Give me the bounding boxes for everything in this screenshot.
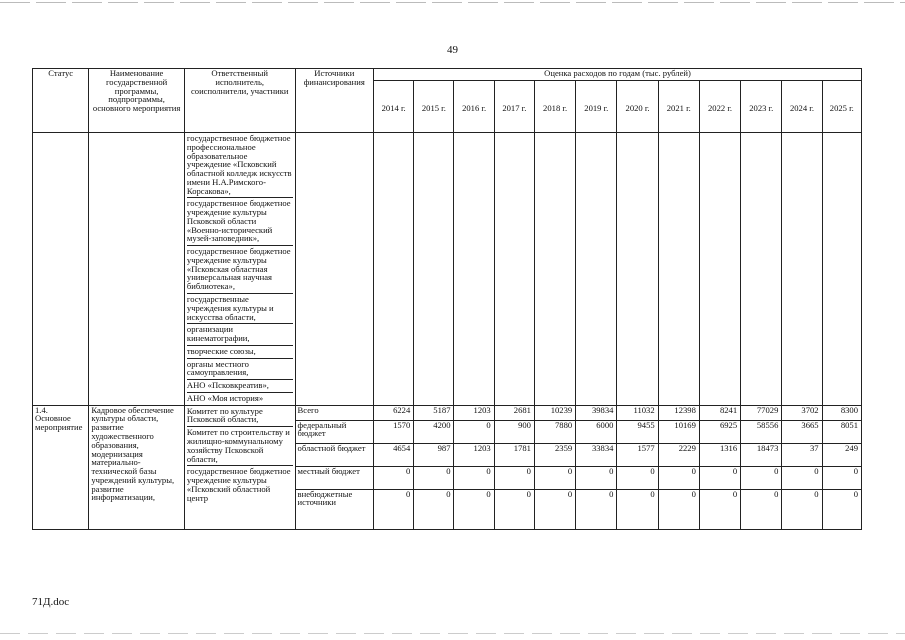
responsible-item: Комитет по культуре Псковской области, xyxy=(187,406,293,428)
file-name: 71Д.doc xyxy=(32,596,70,608)
header-year: 2017 г. xyxy=(494,81,534,133)
expense-value: 0 xyxy=(699,466,740,489)
expense-value: 6000 xyxy=(576,420,617,443)
expense-value: 0 xyxy=(494,489,534,529)
expense-value: 7880 xyxy=(534,420,575,443)
expense-value: 8300 xyxy=(822,405,861,420)
scan-edge-top xyxy=(0,2,905,3)
header-year: 2023 г. xyxy=(741,81,782,133)
expense-value: 1577 xyxy=(617,443,658,466)
expense-value: 6224 xyxy=(374,405,414,420)
expense-value: 5187 xyxy=(414,405,454,420)
expense-value: 77029 xyxy=(741,405,782,420)
expense-value: 0 xyxy=(576,489,617,529)
expense-value: 0 xyxy=(374,489,414,529)
participant-item: органы местного самоуправления, xyxy=(187,359,293,381)
participant-item: государственное бюджетное учреждение культуры Псковской области «Военно-исторический музей-заповедник», xyxy=(187,198,293,246)
header-year: 2014 г. xyxy=(374,81,414,133)
expense-value: 0 xyxy=(822,489,861,529)
header-year: 2016 г. xyxy=(454,81,494,133)
expenses-table xyxy=(32,68,862,530)
expense-value: 1203 xyxy=(454,405,494,420)
header-responsible: Ответственный исполнитель, соисполнители, участники xyxy=(184,69,295,133)
participant-item: организации кинематографии, xyxy=(187,324,293,346)
funding-source: местный бюджет xyxy=(295,466,373,489)
page-number: 49 xyxy=(447,44,458,56)
expense-value: 0 xyxy=(414,489,454,529)
expense-value: 11032 xyxy=(617,405,658,420)
expense-value: 9455 xyxy=(617,420,658,443)
expense-value: 58556 xyxy=(741,420,782,443)
continuation-participants xyxy=(184,133,295,406)
expense-value: 0 xyxy=(741,489,782,529)
expense-value: 1781 xyxy=(494,443,534,466)
participant-item: творческие союзы, xyxy=(187,346,293,359)
expense-value: 2359 xyxy=(534,443,575,466)
funding-source: областной бюджет xyxy=(295,443,373,466)
expense-value: 2681 xyxy=(494,405,534,420)
expense-value: 4200 xyxy=(414,420,454,443)
expense-value: 39834 xyxy=(576,405,617,420)
header-sources: Источники финансирования xyxy=(295,69,373,133)
funding-source: федеральный бюджет xyxy=(295,420,373,443)
expense-value: 8241 xyxy=(699,405,740,420)
expense-value: 0 xyxy=(454,466,494,489)
header-year: 2021 г. xyxy=(658,81,699,133)
responsible-item: Комитет по строительству и жилищно-коммунальному хозяйству Псковской области, xyxy=(187,427,293,466)
expense-value: 0 xyxy=(534,489,575,529)
header-expenses: Оценка расходов по годам (тыс. рублей) xyxy=(374,69,862,81)
expense-value: 0 xyxy=(414,466,454,489)
measure-number: 1.4. xyxy=(35,405,48,415)
measure-type: Основное мероприятие xyxy=(35,413,83,433)
participant-item: АНО «Псковкреатив», xyxy=(187,380,293,393)
expense-value: 2229 xyxy=(658,443,699,466)
expense-value: 0 xyxy=(741,466,782,489)
participant-item: государственное бюджетное профессиональное образовательное учреждение «Псковский областной колледж искусств имени Н.А.Римского-Корсакова», xyxy=(187,133,293,198)
expense-value: 10169 xyxy=(658,420,699,443)
expense-value: 0 xyxy=(658,489,699,529)
measure-status xyxy=(33,405,89,529)
expense-value: 1203 xyxy=(454,443,494,466)
header-name: Наименование государственной программы, подпрограммы, основного мероприятия xyxy=(89,69,185,133)
measure-responsible xyxy=(184,405,295,529)
expense-value: 249 xyxy=(822,443,861,466)
expense-value: 10239 xyxy=(534,405,575,420)
header-year: 2020 г. xyxy=(617,81,658,133)
header-status: Статус xyxy=(33,69,89,133)
header-year: 2015 г. xyxy=(414,81,454,133)
header-year: 2025 г. xyxy=(822,81,861,133)
expense-value: 0 xyxy=(454,489,494,529)
expense-value: 3665 xyxy=(782,420,822,443)
expense-value: 0 xyxy=(454,420,494,443)
expense-value: 0 xyxy=(782,466,822,489)
expense-value: 0 xyxy=(576,466,617,489)
expense-value: 0 xyxy=(374,466,414,489)
expense-value: 37 xyxy=(782,443,822,466)
measure-name: Кадровое обеспечение культуры области, развитие художественного образования, модернизация материально-технической базы учреждений культуры, развитие информатизации, xyxy=(89,405,185,529)
expense-value: 1570 xyxy=(374,420,414,443)
header-year: 2018 г. xyxy=(534,81,575,133)
expense-value: 0 xyxy=(494,466,534,489)
expense-value: 6925 xyxy=(699,420,740,443)
scan-edge-bottom xyxy=(0,633,905,634)
expense-value: 900 xyxy=(494,420,534,443)
expense-value: 12398 xyxy=(658,405,699,420)
header-year: 2024 г. xyxy=(782,81,822,133)
responsible-item: государственное бюджетное учреждение культуры «Псковский областной центр xyxy=(186,466,291,503)
participant-item: государственное бюджетное учреждение культуры «Псковская областная универсальная научная библиотека», xyxy=(187,246,293,294)
funding-source: внебюджетные источники xyxy=(295,489,373,529)
expense-value: 0 xyxy=(822,466,861,489)
expense-value: 0 xyxy=(699,489,740,529)
funding-source: Всего xyxy=(295,405,373,420)
participant-item: АНО «Моя история» xyxy=(186,392,264,403)
participant-item: государственные учреждения культуры и искусства области, xyxy=(187,294,293,324)
expense-value: 33834 xyxy=(576,443,617,466)
expense-value: 1316 xyxy=(699,443,740,466)
expense-value: 987 xyxy=(414,443,454,466)
expense-value: 4654 xyxy=(374,443,414,466)
header-year: 2019 г. xyxy=(576,81,617,133)
expense-value: 0 xyxy=(617,466,658,489)
expense-value: 18473 xyxy=(741,443,782,466)
expense-value: 0 xyxy=(782,489,822,529)
expense-value: 8051 xyxy=(822,420,861,443)
continuation-row xyxy=(33,133,862,406)
header-year: 2022 г. xyxy=(699,81,740,133)
table-row xyxy=(33,405,862,420)
expense-value: 0 xyxy=(658,466,699,489)
expense-value: 3702 xyxy=(782,405,822,420)
expense-value: 0 xyxy=(617,489,658,529)
expense-value: 0 xyxy=(534,466,575,489)
